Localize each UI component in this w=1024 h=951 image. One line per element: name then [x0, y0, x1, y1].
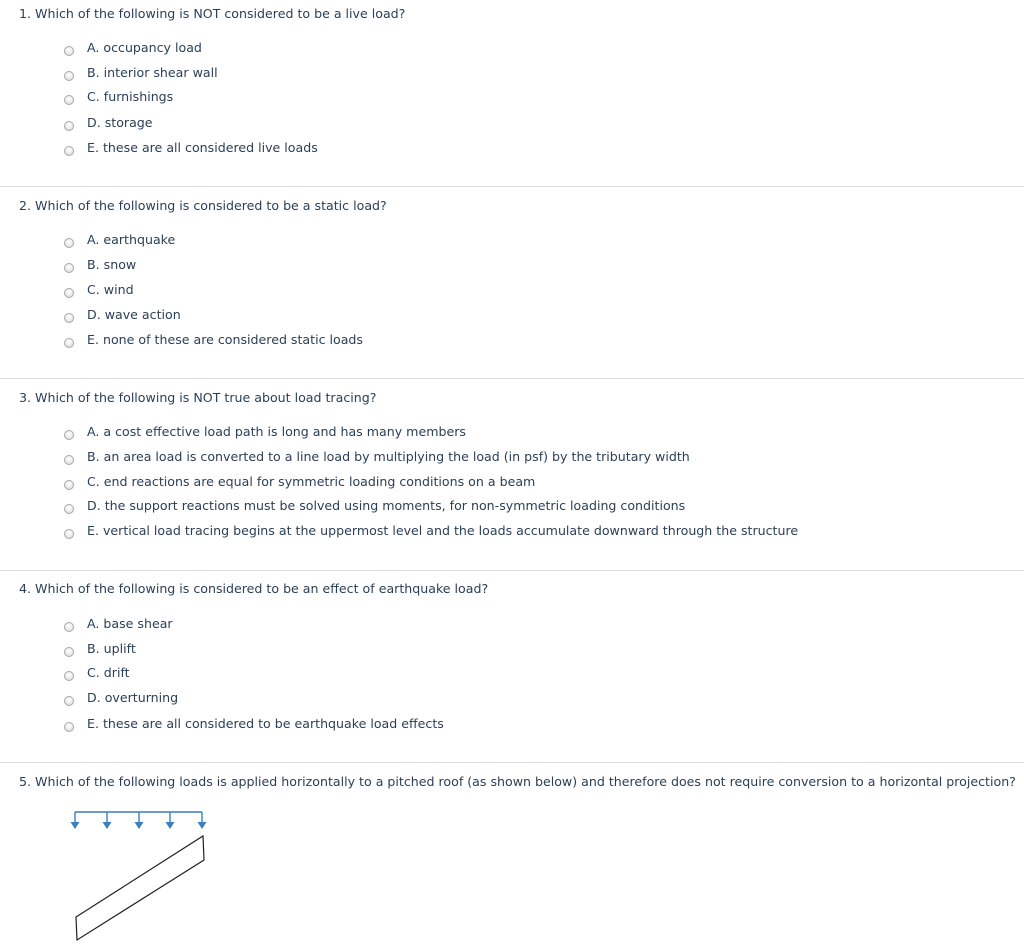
question-3-option-d[interactable]	[64, 498, 685, 514]
question-4-option-b[interactable]	[64, 641, 136, 657]
option-label: E. these are all considered live loads	[87, 140, 318, 155]
radio-button-icon[interactable]	[64, 455, 74, 465]
load-arrows	[71, 812, 207, 829]
radio-button-icon[interactable]	[64, 622, 74, 632]
option-label: C. furnishings	[87, 89, 174, 104]
downward-arrow-icon	[103, 812, 112, 829]
question-4-option-d[interactable]	[64, 690, 178, 706]
downward-arrow-icon	[198, 812, 207, 829]
option-label: D. overturning	[87, 690, 179, 705]
question-4-option-a[interactable]	[64, 616, 173, 632]
question-4-title: 4. Which of the following is considered to be an effect of earthquake load?	[19, 581, 489, 596]
downward-arrow-icon	[166, 812, 175, 829]
radio-button-icon[interactable]	[64, 146, 74, 156]
question-3-title: 3. Which of the following is NOT true about load tracing?	[19, 390, 377, 405]
option-label: D. the support reactions must be solved using moments, for non-symmetric loading conditions	[87, 498, 686, 513]
option-label: A. a cost effective load path is long and has many members	[87, 424, 466, 439]
option-label: D. wave action	[87, 307, 181, 322]
radio-button-icon[interactable]	[64, 95, 74, 105]
question-2-option-c[interactable]	[64, 282, 134, 298]
question-2-option-e[interactable]	[64, 332, 363, 348]
question-4-option-c[interactable]	[64, 665, 130, 681]
question-1-option-e[interactable]	[64, 140, 318, 156]
question-divider	[0, 570, 1024, 571]
question-2-option-b[interactable]	[64, 257, 136, 273]
radio-button-icon[interactable]	[64, 529, 74, 539]
option-label: A. earthquake	[87, 232, 176, 247]
question-4-option-e[interactable]	[64, 716, 444, 732]
option-label: B. uplift	[87, 641, 136, 656]
option-label: E. none of these are considered static loads	[87, 332, 363, 347]
question-2-title: 2. Which of the following is considered to be a static load?	[19, 198, 387, 213]
option-label: A. base shear	[87, 616, 173, 631]
radio-button-icon[interactable]	[64, 71, 74, 81]
question-1-option-b[interactable]	[64, 65, 218, 81]
radio-button-icon[interactable]	[64, 238, 74, 248]
question-divider	[0, 186, 1024, 187]
pitched-roof-diagram	[60, 805, 220, 945]
radio-button-icon[interactable]	[64, 722, 74, 732]
question-3-option-e[interactable]	[64, 523, 798, 539]
question-divider	[0, 378, 1024, 379]
radio-button-icon[interactable]	[64, 696, 74, 706]
option-label: C. drift	[87, 665, 130, 680]
option-label: B. interior shear wall	[87, 65, 218, 80]
option-label: B. an area load is converted to a line load by multiplying the load (in psf) by the tributary width	[87, 449, 690, 464]
option-label: C. end reactions are equal for symmetric loading conditions on a beam	[87, 474, 536, 489]
radio-button-icon[interactable]	[64, 338, 74, 348]
radio-button-icon[interactable]	[64, 647, 74, 657]
question-1-option-a[interactable]	[64, 40, 202, 56]
option-label: D. storage	[87, 115, 153, 130]
radio-button-icon[interactable]	[64, 430, 74, 440]
question-5-title: 5. Which of the following loads is applied horizontally to a pitched roof (as shown below) and therefore does not require conversion to a horizontal projection?	[19, 774, 1016, 789]
question-1-option-c[interactable]	[64, 89, 173, 105]
question-3-option-c[interactable]	[64, 474, 535, 490]
option-label: A. occupancy load	[87, 40, 202, 55]
option-label: B. snow	[87, 257, 137, 272]
question-2-option-a[interactable]	[64, 232, 175, 248]
radio-button-icon[interactable]	[64, 288, 74, 298]
question-divider	[0, 762, 1024, 763]
radio-button-icon[interactable]	[64, 46, 74, 56]
radio-button-icon[interactable]	[64, 671, 74, 681]
option-label: C. wind	[87, 282, 134, 297]
downward-arrow-icon	[135, 812, 144, 829]
downward-arrow-icon	[71, 812, 80, 829]
radio-button-icon[interactable]	[64, 121, 74, 131]
radio-button-icon[interactable]	[64, 504, 74, 514]
radio-button-icon[interactable]	[64, 313, 74, 323]
pitched-roof-member	[76, 836, 204, 940]
question-1-option-d[interactable]	[64, 115, 153, 131]
option-label: E. vertical load tracing begins at the uppermost level and the loads accumulate downward through the structure	[87, 523, 799, 538]
radio-button-icon[interactable]	[64, 263, 74, 273]
question-2-option-d[interactable]	[64, 307, 181, 323]
question-1-title: 1. Which of the following is NOT considered to be a live load?	[19, 6, 406, 21]
question-3-option-a[interactable]	[64, 424, 466, 440]
question-3-option-b[interactable]	[64, 449, 690, 465]
radio-button-icon[interactable]	[64, 480, 74, 490]
option-label: E. these are all considered to be earthquake load effects	[87, 716, 444, 731]
